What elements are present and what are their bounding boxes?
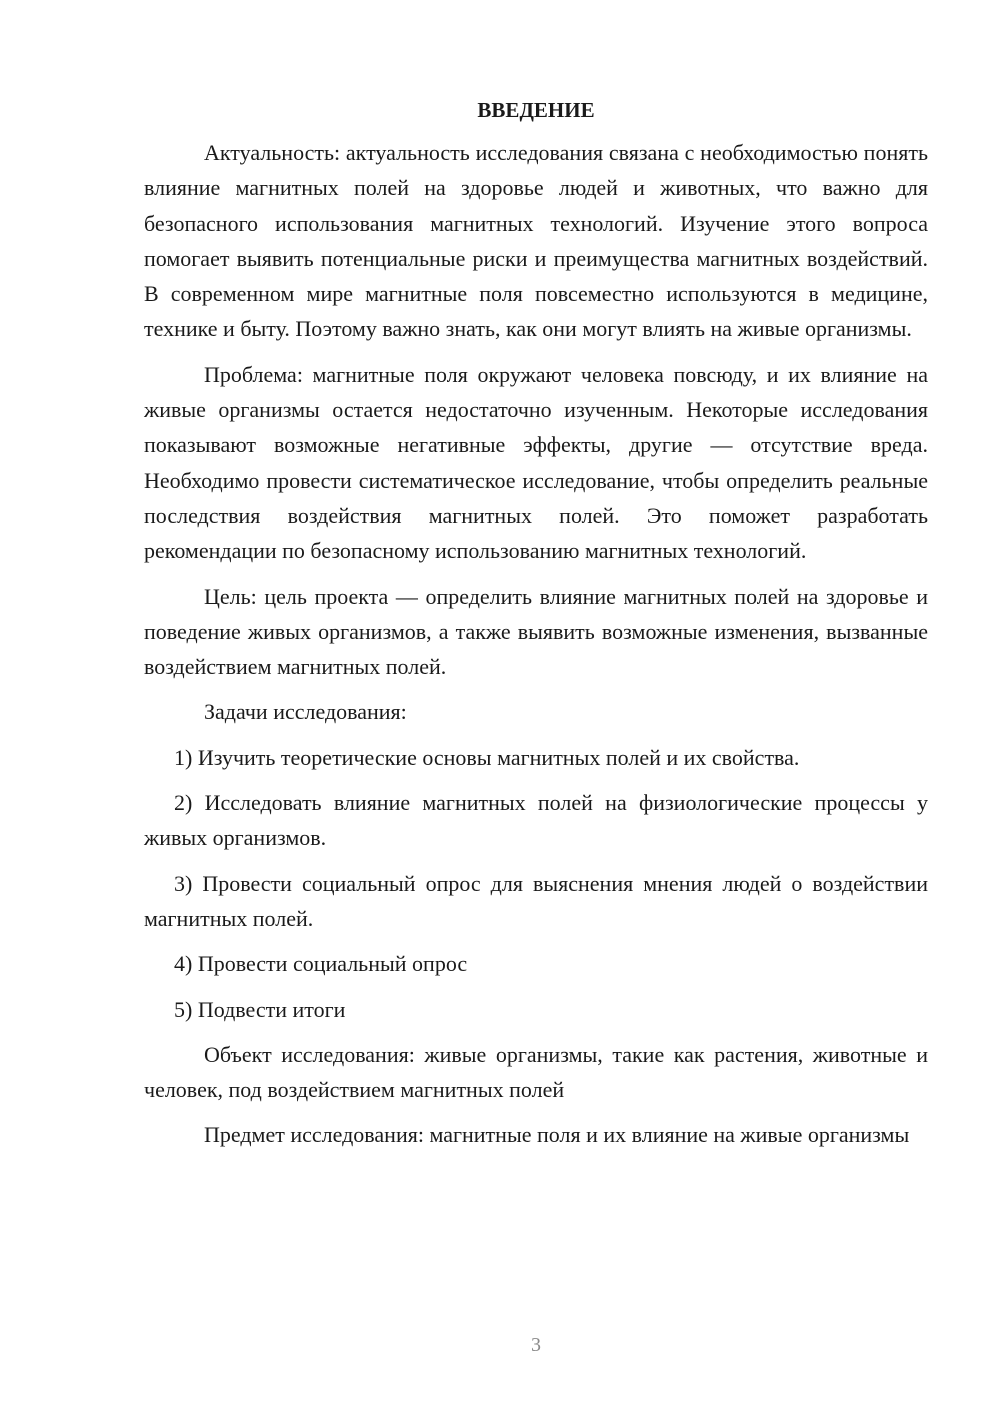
- task-item-5: 5) Подвести итоги: [174, 996, 346, 1022]
- paragraph-problem: Проблема: магнитные поля окружают человека повсюду, и их влияние на живые организмы остается недостаточно изученным. Некоторые исследования показывают возможные негативные эффекты, другие — отсутствие вреда. Необходимо провести систематическое исследование, чтобы определить реальные последствия воздействия магнитных полей. Это поможет разработать рекомендации по безопасному использованию магнитных технологий.: [144, 361, 928, 564]
- task-item-2: 2) Исследовать влияние магнитных полей на физиологические процессы у живых организмов.: [144, 790, 928, 851]
- task-item-1: 1) Изучить теоретические основы магнитных полей и их свойства.: [174, 744, 800, 770]
- paragraph-goal: Цель: цель проекта — определить влияние магнитных полей на здоровье и поведение живых организмов, а также выявить возможные изменения, вызванные воздействием магнитных полей.: [144, 583, 928, 680]
- paragraph-object: Объект исследования: живые организмы, такие как растения, животные и человек, под воздействием магнитных полей: [144, 1041, 928, 1103]
- page-content: [144, 94, 928, 1163]
- paragraph-subject: Предмет исследования: магнитные поля и их влияние на живые организмы: [204, 1122, 910, 1148]
- page-number: 3: [531, 1334, 541, 1356]
- paragraph-relevance: Актуальность: актуальность исследования связана с необходимостью понять влияние магнитных полей на здоровье людей и животных, что важно для безопасного использования магнитных технологий. Изучение этого вопроса помогает выявить потенциальные риски и преимущества магнитных воздействий. В современном мире магнитные поля повсеместно используются в медицине, технике и быту. Поэтому важно знать, как они могут влиять на живые организмы.: [144, 140, 928, 342]
- task-item-3: 3) Провести социальный опрос для выяснения мнения людей о воздействии магнитных полей.: [144, 870, 928, 931]
- tasks-label: Задачи исследования:: [204, 699, 407, 725]
- task-item-4: 4) Провести социальный опрос: [174, 951, 468, 977]
- section-heading: ВВЕДЕНИЕ: [477, 98, 595, 122]
